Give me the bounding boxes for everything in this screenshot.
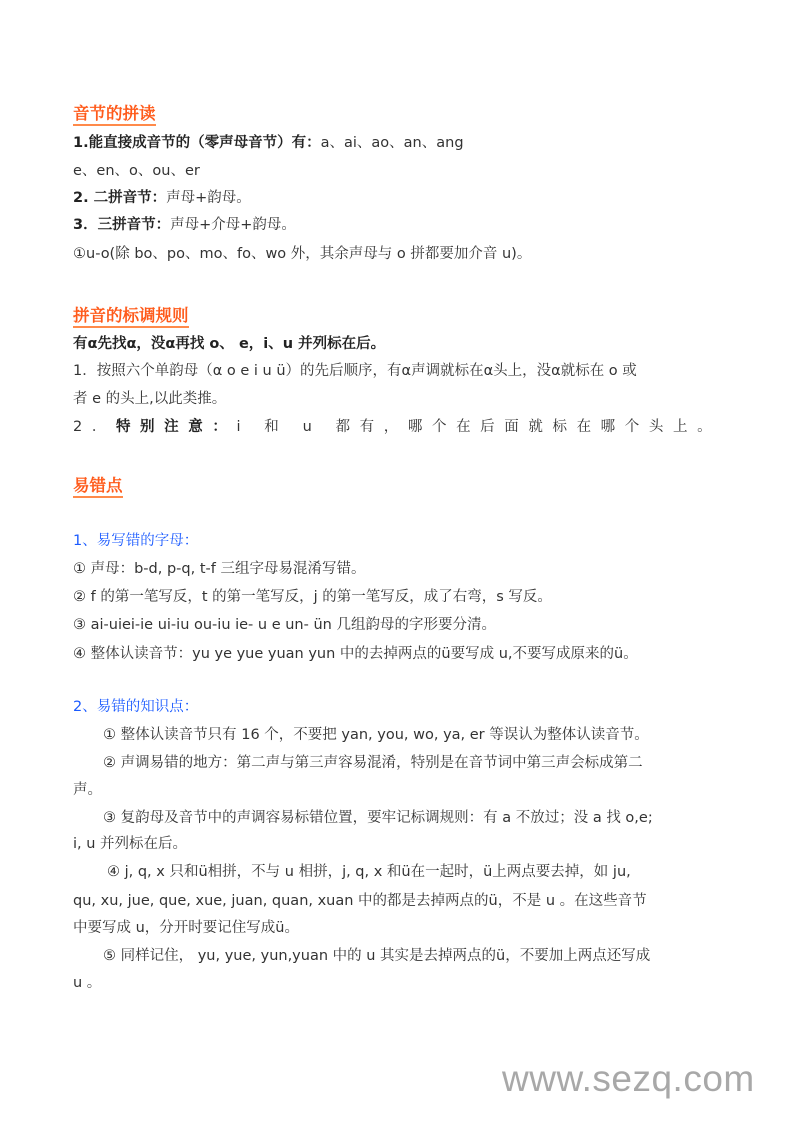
list-item: ② f 的第一笔写反，t 的第一笔写反，j 的第一笔写反，成了右弯，s 写反。 [73,589,552,605]
list-item-cont: 声。 [73,782,102,798]
subheading-knowledge-points: 2、易错的知识点： [73,699,199,715]
tone-rule-item2 [73,417,721,437]
list-item: ⑤ 同样记住， yu, yue, yun,yuan 中的 u 其实是去掉两点的ü，不要加上两点还写成 [103,948,651,964]
tone-rule-item1-line2: 者 e 的头上,以此类推。 [73,391,227,407]
three-part-syllable-line [73,215,296,235]
list-item: ③ ai-uiei-ie ui-iu ou-iu ie- u e un- ün 几组韵母的字形要分清。 [73,617,496,633]
two-part-syllable-line [73,188,251,208]
value-text: i 和 u 都有，哪个在后面就标在哪个头上。 [236,419,722,435]
tone-rule-item1-line1: 1．按照六个单韵母（α o e i u ü）的先后顺序，有α声调就标在α头上，没α就标在 o 或 [73,363,637,379]
zero-initial-syllables-cont: e、en、o、ou、er [73,163,200,179]
label-bold: 特别注意： [115,419,237,435]
heading-text: 易错点 [73,476,123,498]
list-item: ② 声调易错的地方：第二声与第三声容易混淆，特别是在音节词中第三声会标成第二 [103,755,643,771]
list-item: ① 声母：b-d, p-q, t-f 三组字母易混淆写错。 [73,561,366,577]
list-item: ④ j, q, x 只和ü相拼，不与 u 相拼，j, q, x 和ü在一起时，ü上两点要去掉，如 ju, [107,864,631,880]
tone-rule-summary: 有α先找α，没α再找 o、 e，i、u 并列标在后。 [73,336,386,352]
list-item-cont: 中要写成 u，分开时要记住写成ü。 [73,920,299,936]
section-heading-common-mistakes [73,476,123,497]
value-text: a、ai、ao、an、ang [320,135,464,151]
subheading-miswritten-letters: 1、易写错的字母： [73,533,199,549]
u-o-note-line: ①u-o(除 bo、po、mo、fo、wo 外，其余声母与 o 拼都要加介音 u)。 [73,246,532,262]
label-bold: 1.能直接成音节的（零声母音节）有： [73,135,321,151]
value-text: 声母+韵母。 [166,190,251,206]
list-item-cont: qu, xu, jue, que, xue, juan, quan, xuan 中的都是去掉两点的ü，不是 u 。在这些音节 [73,893,647,909]
list-item-cont: u 。 [73,975,102,991]
label-bold: 3．三拼音节： [73,217,171,233]
zero-initial-syllables-line [73,133,464,153]
section-heading-tone-rules [73,306,189,327]
heading-text: 拼音的标调规则 [73,306,189,328]
list-item-cont: i, u 并列标在后。 [73,836,188,852]
list-item: ③ 复韵母及音节中的声调容易标错位置，要牢记标调规则：有 a 不放过；没 a 找 o,e; [103,810,653,826]
watermark-url: www.sezq.com [502,1058,755,1099]
value-text: 声母+介母+韵母。 [170,217,296,233]
heading-text: 音节的拼读 [73,104,156,126]
list-item: ① 整体认读音节只有 16 个，不要把 yan, you, wo, ya, er 等误认为整体认读音节。 [103,727,649,743]
section-heading-syllable-spelling [73,104,156,125]
list-item: ④ 整体认读音节：yu ye yue yuan yun 中的去掉两点的ü要写成 u,不要写成原来的ü。 [73,646,638,662]
item-prefix: 2． [73,419,116,435]
label-bold: 2. 二拼音节： [73,190,167,206]
